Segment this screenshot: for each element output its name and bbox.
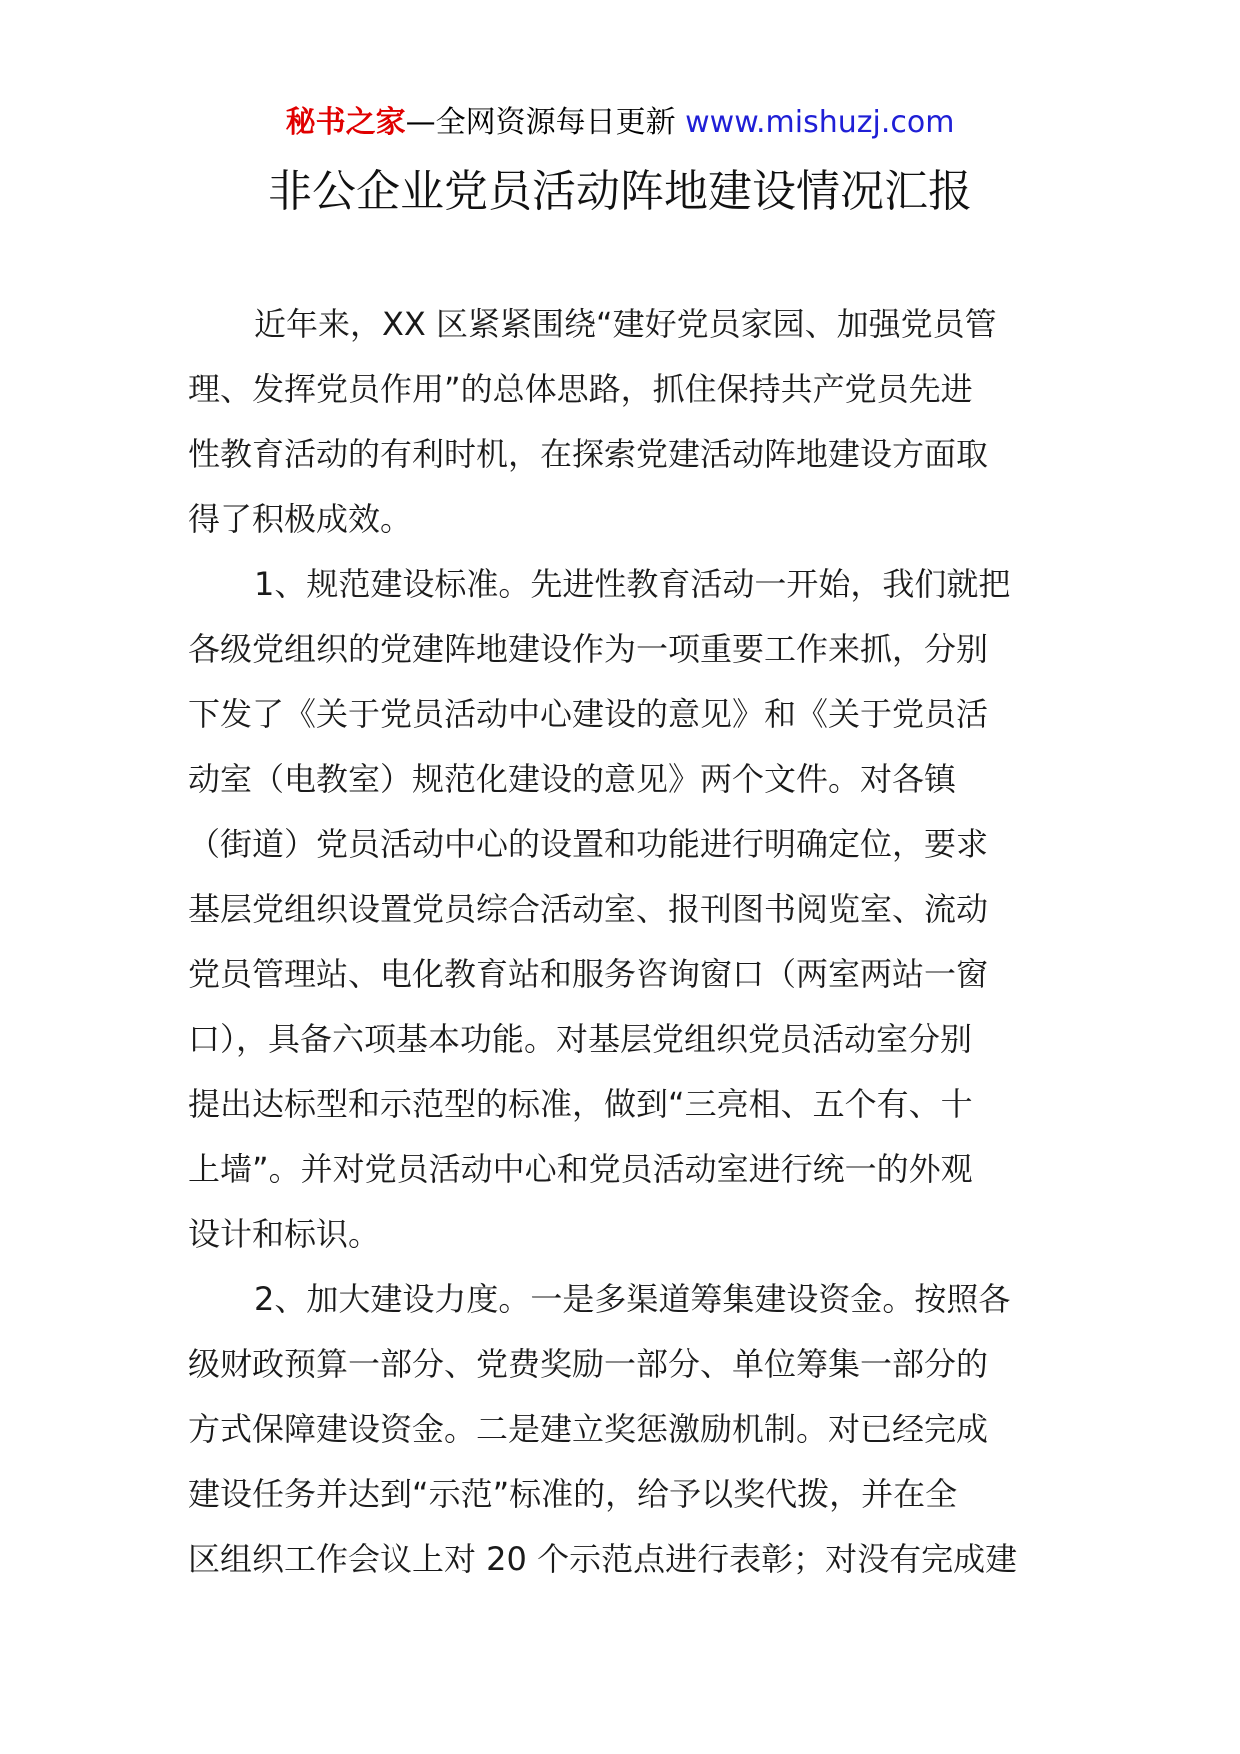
text-line: 理、发挥党员作用”的总体思路，抓住保持共产党员先进 xyxy=(188,370,973,408)
text-line: 上墙”。并对党员活动中心和党员活动室进行统一的外观 xyxy=(188,1150,973,1188)
brand-name: 秘书之家 xyxy=(285,105,406,140)
header-tagline: —全网资源每日更新 xyxy=(405,105,686,140)
text-line: （街道）党员活动中心的设置和功能进行明确定位，要求 xyxy=(188,825,989,863)
site-header xyxy=(0,100,1240,146)
text-line: 口），具备六项基本功能。对基层党组织党员活动室分别 xyxy=(188,1020,973,1058)
text-line: 建设任务并达到“示范”标准的，给予以奖代拨，并在全 xyxy=(188,1475,958,1513)
text-line: 动室（电教室）规范化建设的意见》两个文件。对各镇 xyxy=(188,760,957,798)
text-line: 下发了《关于党员活动中心建设的意见》和《关于党员活 xyxy=(188,695,989,733)
text-line: 设计和标识。 xyxy=(188,1215,381,1253)
text-line: 党员管理站、电化教育站和服务咨询窗口（两室两站一窗 xyxy=(188,955,989,993)
text-line: 区组织工作会议上对 20 个示范点进行表彰；对没有完成建 xyxy=(188,1540,1018,1578)
text-line: 2、加大建设力度。一是多渠道筹集建设资金。按照各 xyxy=(254,1280,1011,1318)
document-body xyxy=(188,292,1068,1592)
text-line: 提出达标型和示范型的标准，做到“三亮相、五个有、十 xyxy=(188,1085,973,1123)
text-line: 各级党组织的党建阵地建设作为一项重要工作来抓，分别 xyxy=(188,630,989,668)
document-title: 非公企业党员活动阵地建设情况汇报 xyxy=(268,166,972,217)
text-line: 性教育活动的有利时机，在探索党建活动阵地建设方面取 xyxy=(188,435,989,473)
text-line: 级财政预算一部分、党费奖励一部分、单位筹集一部分的 xyxy=(188,1345,989,1383)
text-line: 基层党组织设置党员综合活动室、报刊图书阅览室、流动 xyxy=(188,890,989,928)
paragraph-standards xyxy=(188,552,1068,1267)
site-url-link[interactable]: www.mishuzj.com xyxy=(685,105,955,140)
text-line: 方式保障建设资金。二是建立奖惩激励机制。对已经完成 xyxy=(188,1410,989,1448)
paragraph-investment xyxy=(188,1267,1068,1592)
paragraph-intro xyxy=(188,292,1068,552)
text-line: 得了积极成效。 xyxy=(188,500,413,538)
text-line: 1、规范建设标准。先进性教育活动一开始，我们就把 xyxy=(254,565,1011,603)
text-line: 近年来，XX 区紧紧围绕“建好党员家园、加强党员管 xyxy=(254,305,997,343)
